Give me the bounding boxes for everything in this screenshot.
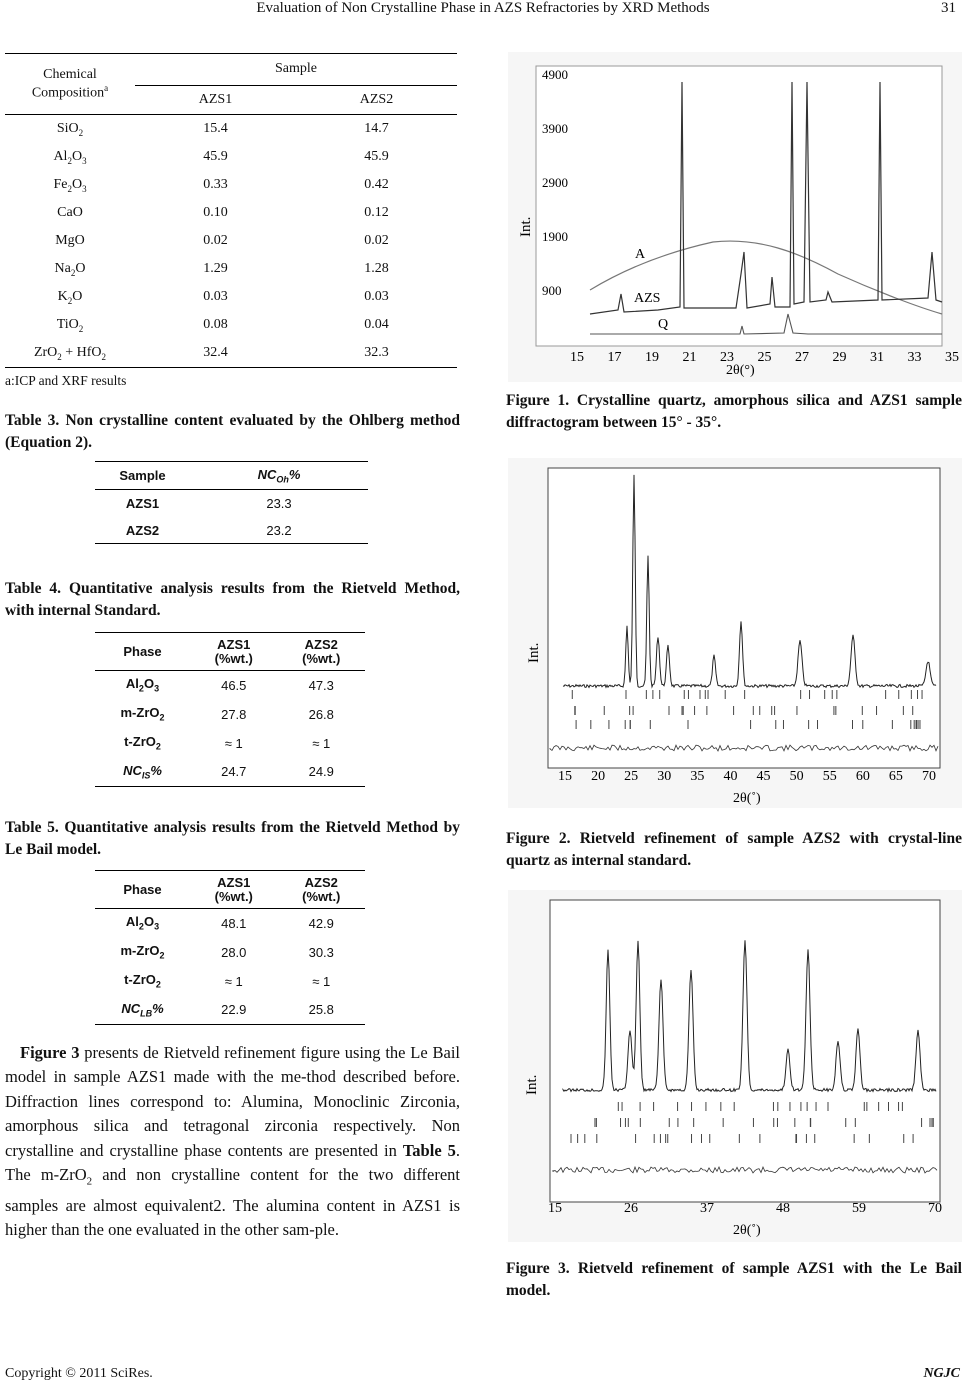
azs2-value: 26.8 (308, 706, 334, 722)
composition-cell: MgO (55, 233, 85, 248)
header-title: Evaluation of Non Crystalline Phase in AZS Refractories by XRD Methods (256, 0, 710, 16)
x-tick-label: 70 (922, 769, 936, 784)
table-row (5, 171, 457, 199)
phase-cell: t-ZrO$_2$ (124, 734, 161, 752)
x-tick-label: 26 (624, 1201, 638, 1216)
y-tick-label: 4900 (542, 67, 568, 82)
x-tick-label: 15 (548, 1201, 562, 1216)
azs2-value: 0.02 (364, 233, 389, 248)
x-tick-label: 15 (570, 350, 584, 365)
label-amorphous: A (635, 247, 646, 262)
table-row (95, 758, 365, 787)
x-tick-label: 50 (789, 769, 804, 784)
x-tick-label: 37 (700, 1201, 714, 1216)
table3-header-nc: $NC_{Oh}\%$ (257, 466, 301, 485)
table4-header-azs2: AZS2 (%wt.) (302, 636, 341, 666)
azs1-value: 32.4 (203, 345, 228, 360)
x-tick-label: 35 (690, 769, 705, 784)
table-row (95, 938, 365, 967)
x-tick-label: 40 (723, 769, 738, 784)
composition-cell: SiO$_2$ (56, 120, 84, 138)
x-tick-label: 25 (624, 769, 639, 784)
table-row (5, 311, 457, 339)
table-row (5, 227, 457, 255)
figure3-ylabel: Int. (524, 1074, 540, 1095)
table4-rows (95, 671, 365, 787)
azs2-value: 0.04 (364, 317, 389, 332)
phase-cell: $NC_{LB}\%$ (121, 1000, 164, 1019)
azs2-value: 24.9 (308, 764, 334, 780)
table4 (95, 632, 365, 787)
x-tick-label: 59 (852, 1201, 866, 1216)
table-footnote: a:ICP and XRF results (5, 373, 127, 388)
x-tick-label: 55 (822, 769, 837, 784)
x-tick-label: 65 (888, 769, 903, 784)
composition-table (5, 53, 457, 368)
composition-cell: TiO$_2$ (56, 316, 84, 334)
table-row (5, 199, 457, 227)
azs2-value: ≈ 1 (312, 973, 331, 989)
azs1-value: 45.9 (203, 149, 228, 164)
figure3-lebail (508, 890, 962, 1242)
composition-cell: $Fe_2O_3$ (53, 176, 87, 194)
azs1-value: 0.10 (203, 205, 228, 220)
azs1-value: 48.1 (221, 915, 247, 931)
figure3-xlabel: 2θ(˚) (733, 1223, 761, 1238)
composition-cell: $Al_2O_3$ (53, 148, 87, 166)
x-tick-label: 20 (591, 769, 606, 784)
page-number: 31 (941, 0, 956, 16)
table-row (5, 115, 457, 144)
phase-cell: m-ZrO$_2$ (120, 705, 165, 723)
table-row (5, 143, 457, 171)
sample-col-azs2: AZS2 (296, 85, 457, 114)
figure1-caption: Figure 1. Crystalline quartz, amorphous silica and AZS1 sample diffractogram between 15° - 35°. (506, 392, 962, 431)
table-row (95, 700, 365, 729)
label-azs: AZS (634, 291, 661, 306)
azs2-value: 0.12 (364, 205, 389, 220)
x-tick-label: 30 (657, 769, 672, 784)
azs2-value: 0.42 (364, 177, 389, 192)
x-tick-label: 70 (928, 1201, 942, 1216)
table-row (5, 255, 457, 283)
x-tick-label: 21 (682, 350, 697, 365)
table4-header-phase: Phase (123, 644, 162, 659)
y-tick-label: 1900 (542, 229, 568, 244)
figure1-ylabel: Int. (518, 216, 534, 237)
azs2-value: 30.3 (308, 944, 334, 960)
phase-cell: t-ZrO$_2$ (124, 972, 161, 990)
azs2-value: 14.7 (364, 121, 389, 136)
azs1-value: ≈ 1 (224, 735, 243, 751)
table5-header-azs2: AZS2 (%wt.) (302, 874, 341, 904)
table3-row-label: AZS1 (125, 496, 160, 512)
azs2-value: 1.28 (364, 261, 389, 276)
label-quartz: Q (658, 317, 669, 332)
azs1-value: 0.08 (203, 317, 228, 332)
table4-header-azs1: AZS1 (%wt.) (214, 636, 253, 666)
footer-copyright: Copyright © 2011 SciRes. (5, 1366, 153, 1381)
x-tick-label: 35 (945, 350, 959, 365)
composition-cell: $Na_2O$ (54, 260, 86, 278)
table5-header-azs1: AZS1 (%wt.) (214, 874, 253, 904)
azs1-value: 22.9 (221, 1002, 247, 1018)
x-tick-label: 17 (607, 350, 622, 365)
x-tick-label: 60 (855, 769, 870, 784)
table3 (95, 461, 368, 544)
phase-cell: m-ZrO$_2$ (120, 943, 165, 961)
azs2-value: 42.9 (308, 915, 334, 931)
azs1-value: 27.8 (221, 706, 247, 722)
x-tick-label: 25 (757, 350, 772, 365)
table5 (95, 870, 365, 1025)
x-tick-label: 29 (832, 350, 847, 365)
x-tick-label: 31 (870, 350, 884, 365)
running-header (0, 0, 966, 24)
table4-caption: Table 4. Quantitative analysis results from the Rietveld Method, with internal Standard. (5, 580, 460, 619)
x-tick-label: 15 (558, 769, 572, 784)
x-tick-label: 33 (907, 350, 922, 365)
azs1-value: 28.0 (221, 944, 247, 960)
table-row (95, 996, 365, 1025)
x-tick-label: 27 (795, 350, 809, 365)
y-tick-label: 2900 (542, 175, 568, 190)
azs2-value: 25.8 (308, 1002, 334, 1018)
azs2-value: 32.3 (364, 345, 389, 360)
y-tick-label: 3900 (542, 121, 568, 136)
composition-cell: $K_2O$ (57, 288, 83, 306)
composition-header: Chemical Composition$^a$ (5, 54, 135, 115)
table-row (95, 967, 365, 996)
azs2-value: 47.3 (308, 677, 334, 693)
azs2-value: 0.03 (364, 289, 389, 304)
azs2-value: ≈ 1 (312, 735, 331, 751)
phase-cell: $Al_2O_3$ (125, 914, 160, 933)
azs1-value: ≈ 1 (224, 973, 243, 989)
y-tick-label: 900 (542, 283, 562, 298)
x-tick-label: 45 (756, 769, 771, 784)
phase-cell: $Al_2O_3$ (125, 676, 160, 695)
table3-row-label: AZS2 (125, 522, 160, 538)
table5-header-phase: Phase (123, 882, 162, 897)
table3-row-value: 23.3 (266, 496, 292, 512)
azs1-value: 0.03 (203, 289, 228, 304)
azs1-value: 46.5 (221, 677, 247, 693)
azs1-value: 0.33 (203, 177, 228, 192)
table5-caption: Table 5. Quantitative analysis results from the Rietveld Method by Le Bail model. (5, 819, 460, 858)
phase-cell: $NC_{IS}\%$ (123, 762, 162, 781)
figure2-xlabel: 2θ(˚) (733, 791, 761, 806)
table-row (95, 671, 365, 700)
figure2-caption: Figure 2. Rietveld refinement of sample AZS2 with crystal-line quartz as internal standard. (506, 830, 962, 869)
table3-header-sample: Sample (119, 468, 166, 483)
body-paragraph: Figure 3 presents de Rietveld refinement figure using the Le Bail model in sample AZS1 made with the me-thod described before. Diffraction lines correspond to: Alumina, Monoclinic Zirconia, amorphous silica and tetragonal zirconia respectively. Non crystalline and crystalline phase contents are presented in Table 5. The m-ZrO$_2$ and non crystalline content for the two different samples are almost equivalent2. The alumina content in AZS1 is higher than the one evaluated in the other sam-ple. (5, 1043, 460, 1240)
table-row (95, 909, 365, 938)
table-row (5, 283, 457, 311)
x-tick-label: 48 (776, 1201, 790, 1216)
composition-rows (5, 115, 457, 368)
figure2-ylabel: Int. (526, 642, 542, 663)
azs1-value: 24.7 (221, 764, 247, 780)
footer-journal: NGJC (923, 1366, 960, 1381)
sample-header: Sample (135, 54, 457, 86)
azs1-value: 0.02 (203, 233, 228, 248)
figure1-xlabel: 2θ(°) (726, 363, 755, 378)
azs1-value: 1.29 (203, 261, 228, 276)
table3-row-value: 23.2 (266, 522, 292, 538)
figure3-caption: Figure 3. Rietveld refinement of sample AZS1 with the Le Bail model. (506, 1260, 962, 1299)
composition-cell: ZrO$_2$ + HfO$_2$ (33, 344, 107, 362)
azs2-value: 45.9 (364, 149, 389, 164)
x-tick-label: 19 (645, 350, 659, 365)
table3-caption: Table 3. Non crystalline content evaluated by the Ohlberg method (Equation 2). (5, 412, 460, 451)
composition-cell: CaO (57, 205, 83, 220)
azs1-value: 15.4 (203, 121, 228, 136)
table-row (95, 729, 365, 758)
table-row (5, 339, 457, 368)
x-tick-label: 23 (720, 350, 734, 365)
table5-rows (95, 909, 365, 1025)
figure1-diffractogram (508, 52, 962, 382)
figure2-rietveld (508, 458, 962, 808)
sample-col-azs1: AZS1 (135, 85, 296, 114)
